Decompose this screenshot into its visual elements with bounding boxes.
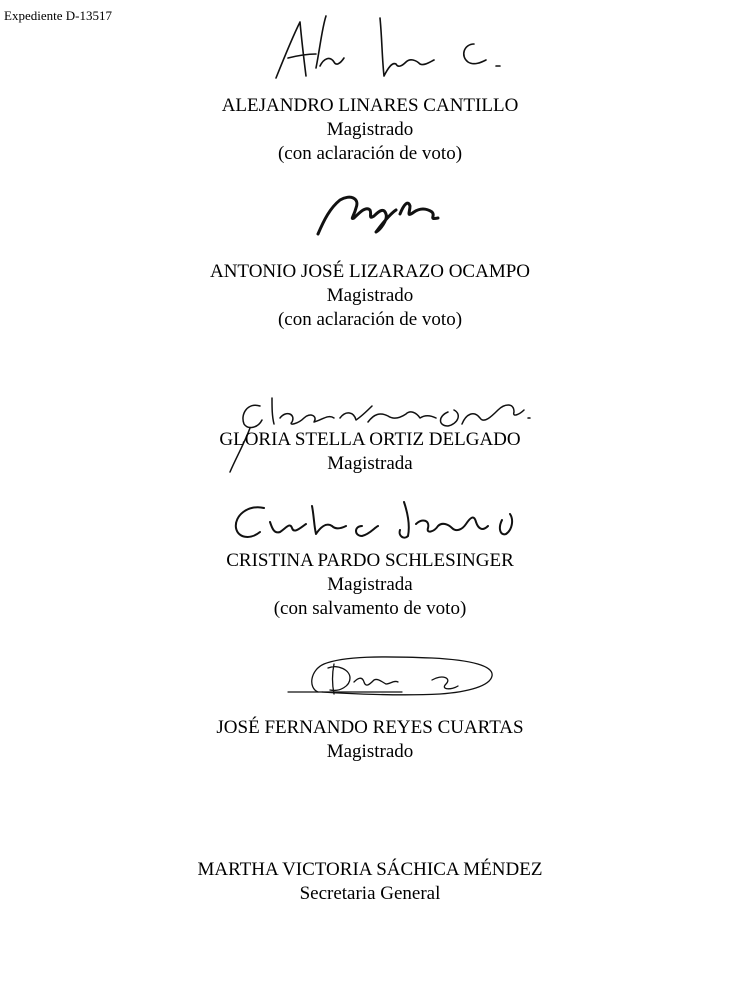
case-file-header: Expediente D-13517 xyxy=(4,8,112,23)
signatory-name: CRISTINA PARDO SCHLESINGER xyxy=(226,550,514,571)
signatory-name: MARTHA VICTORIA SÁCHICA MÉNDEZ xyxy=(197,859,543,880)
signatory-role: Secretaria General xyxy=(299,883,441,904)
signatory-role: Magistrada xyxy=(327,574,413,595)
signature-linares xyxy=(262,8,512,88)
signatory-note: (con aclaración de voto) xyxy=(277,143,463,164)
signatory-role: Magistrado xyxy=(326,285,414,306)
signatory-role: Magistrado xyxy=(326,119,414,140)
signatory-block xyxy=(0,94,740,166)
signatory-note: (con salvamento de voto) xyxy=(273,598,467,619)
signatory-block xyxy=(0,428,740,476)
signatory-block xyxy=(0,858,740,906)
signatory-block xyxy=(0,716,740,764)
signature-lizarazo xyxy=(310,190,450,240)
signature-reyes xyxy=(282,648,502,704)
signatory-note: (con aclaración de voto) xyxy=(277,309,463,330)
signature-pardo xyxy=(228,494,538,554)
signatory-name: ALEJANDRO LINARES CANTILLO xyxy=(221,95,519,116)
signatory-name: GLORIA STELLA ORTIZ DELGADO xyxy=(219,429,521,450)
signatory-name: JOSÉ FERNANDO REYES CUARTAS xyxy=(216,717,524,738)
signatory-block xyxy=(0,260,740,332)
signatory-role: Magistrado xyxy=(326,741,414,762)
signatory-role: Magistrada xyxy=(327,453,413,474)
signatory-name: ANTONIO JOSÉ LIZARAZO OCAMPO xyxy=(209,261,530,282)
signatory-block xyxy=(0,549,740,621)
